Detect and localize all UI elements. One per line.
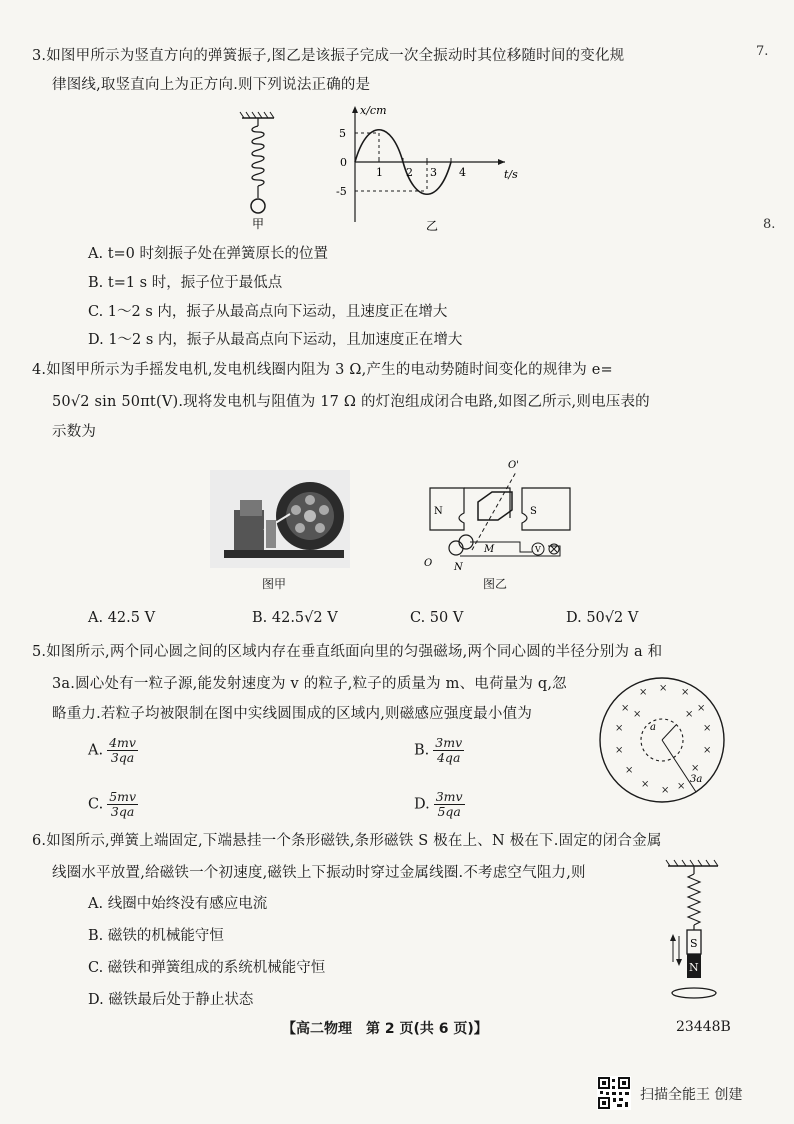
- field-cross-mark: ×: [691, 763, 700, 774]
- q6-stem-line1: 6.如图所示,弹簧上端固定,下端悬挂一个条形磁铁,条形磁铁 S 极在上、N 极在下.固定的闭合金属: [32, 833, 662, 849]
- q3-option-c[interactable]: C. 1～2 s 内，振子从最高点向下运动，且速度正在增大: [88, 304, 448, 320]
- concentric-circles-magnetic-field: [592, 670, 732, 810]
- field-cross-mark: ×: [639, 687, 648, 698]
- q4-option-c[interactable]: C. 50 V: [410, 610, 464, 626]
- q3-stem-line2: 律图线,取竖直向上为正方向.则下列说法正确的是: [52, 77, 371, 93]
- q6-option-a[interactable]: A. 线圈中始终没有感应电流: [88, 896, 268, 912]
- field-cross-mark: ×: [681, 687, 690, 698]
- label-m: M: [484, 544, 495, 555]
- q5-option-d[interactable]: D. $\frac{3mv}{5qa}$: [414, 789, 463, 819]
- magnet-south-pole-label: S: [690, 937, 698, 950]
- q3-option-d[interactable]: D. 1～2 s 内，振子从最高点向下运动，且加速度正在增大: [88, 332, 463, 348]
- q5-option-b[interactable]: B. $\frac{3mv}{4qa}$: [414, 735, 463, 765]
- label-inner-radius: a: [650, 722, 656, 733]
- q4-option-d[interactable]: D. 50√2 V: [566, 610, 639, 626]
- page-footer: 【高二物理 第 2 页(共 6 页)】: [282, 1021, 488, 1037]
- exam-code: 23448B: [676, 1019, 731, 1035]
- q5-stem-line2: 3a.圆心处有一粒子源,能发射速度为 v 的粒子,粒子的质量为 m、电荷量为 q,忽: [52, 676, 567, 692]
- displacement-time-graph: [352, 106, 505, 222]
- spring-magnet-coil-figure: [660, 858, 730, 1004]
- graph-origin-label: 0: [340, 156, 347, 169]
- q4-stem-line1: 4.如图甲所示为手摇发电机,发电机线圈内阻为 3 Ω,产生的电动势随时间变化的规律为 e=: [32, 362, 613, 378]
- graph-x-axis-label: t/s: [504, 168, 518, 181]
- q6-option-d[interactable]: D. 磁铁最后处于静止状态: [88, 992, 254, 1008]
- q3-option-a[interactable]: A. t=0 时刻振子处在弹簧原长的位置: [88, 246, 328, 262]
- label-pole-n: N: [434, 506, 443, 517]
- field-cross-mark: ×: [661, 785, 670, 796]
- voltmeter-label: V: [535, 545, 541, 554]
- q5-option-c[interactable]: C. $\frac{5mv}{3qa}$: [88, 789, 137, 819]
- q4-caption-jia: 图甲: [262, 577, 287, 591]
- graph-x-tick-1: 1: [376, 166, 383, 179]
- q5-option-a[interactable]: A. $\frac{4mv}{3qa}$: [88, 735, 136, 765]
- graph-x-tick-2: 2: [406, 166, 413, 179]
- magnet-north-pole-label: N: [689, 961, 699, 974]
- qr-code-icon: [597, 1076, 631, 1110]
- q4-option-a[interactable]: A. 42.5 V: [88, 610, 156, 626]
- field-cross-mark: ×: [697, 703, 706, 714]
- q6-option-c[interactable]: C. 磁铁和弹簧组成的系统机械能守恒: [88, 960, 326, 976]
- caption-yi: 乙: [426, 219, 439, 233]
- graph-x-tick-3: 3: [430, 166, 437, 179]
- graph-x-tick-4: 4: [459, 166, 466, 179]
- q6-option-b[interactable]: B. 磁铁的机械能守恒: [88, 928, 224, 944]
- field-cross-mark: ×: [677, 781, 686, 792]
- label-o-prime: O': [508, 460, 519, 471]
- label-outer-radius: 3a: [690, 774, 703, 785]
- q6-stem-line2: 线圈水平放置,给磁铁一个初速度,磁铁上下振动时穿过金属线圈.不考虑空气阻力,则: [52, 865, 586, 881]
- spring-oscillator-figure: [240, 112, 274, 213]
- field-cross-mark: ×: [633, 709, 642, 720]
- field-cross-mark: ×: [641, 779, 650, 790]
- graph-y-tick-neg: -5: [336, 185, 347, 198]
- q3-figure: [230, 100, 530, 235]
- field-cross-mark: ×: [615, 745, 624, 756]
- q3-stem-line1: 3.如图甲所示为竖直方向的弹簧振子,图乙是该振子完成一次全振动时其位移随时间的变化规: [32, 48, 625, 64]
- field-cross-mark: ×: [685, 709, 694, 720]
- field-cross-mark: ×: [659, 683, 668, 694]
- q5-stem-line3: 略重力.若粒子均被限制在图中实线圆围成的区域内,则磁感应强度最小值为: [52, 706, 533, 722]
- graph-y-axis-label: x/cm: [360, 104, 387, 117]
- field-cross-mark: ×: [621, 703, 630, 714]
- q4-stem-line2: 50√2 sin 50πt(V).现将发电机与阻值为 17 Ω 的灯泡组成闭合电路,如图乙所示,则电压表的: [52, 394, 650, 410]
- next-column-question-8-fragment: 8.: [763, 217, 776, 232]
- q4-stem-line3: 示数为: [52, 424, 97, 440]
- q4-option-b[interactable]: B. 42.5√2 V: [252, 610, 338, 626]
- label-o: O: [424, 558, 433, 569]
- q4-caption-yi: 图乙: [483, 577, 508, 591]
- field-cross-mark: ×: [703, 723, 712, 734]
- field-cross-mark: ×: [703, 745, 712, 756]
- caption-jia: 甲: [252, 217, 265, 231]
- field-cross-mark: ×: [625, 765, 634, 776]
- field-cross-mark: ×: [615, 723, 624, 734]
- scanner-watermark: 扫描全能王 创建: [640, 1087, 743, 1103]
- hand-crank-generator-photo: [210, 470, 350, 568]
- graph-y-tick-pos: 5: [339, 127, 346, 140]
- label-pole-s: S: [530, 506, 537, 517]
- generator-circuit-diagram: [420, 458, 580, 578]
- q5-stem-line1: 5.如图所示,两个同心圆之间的区域内存在垂直纸面向里的匀强磁场,两个同心圆的半径分别为 a 和: [32, 644, 663, 660]
- label-n: N: [454, 562, 463, 573]
- next-column-question-7-fragment: 7.: [756, 44, 769, 59]
- q3-option-b[interactable]: B. t=1 s 时，振子位于最低点: [88, 275, 283, 291]
